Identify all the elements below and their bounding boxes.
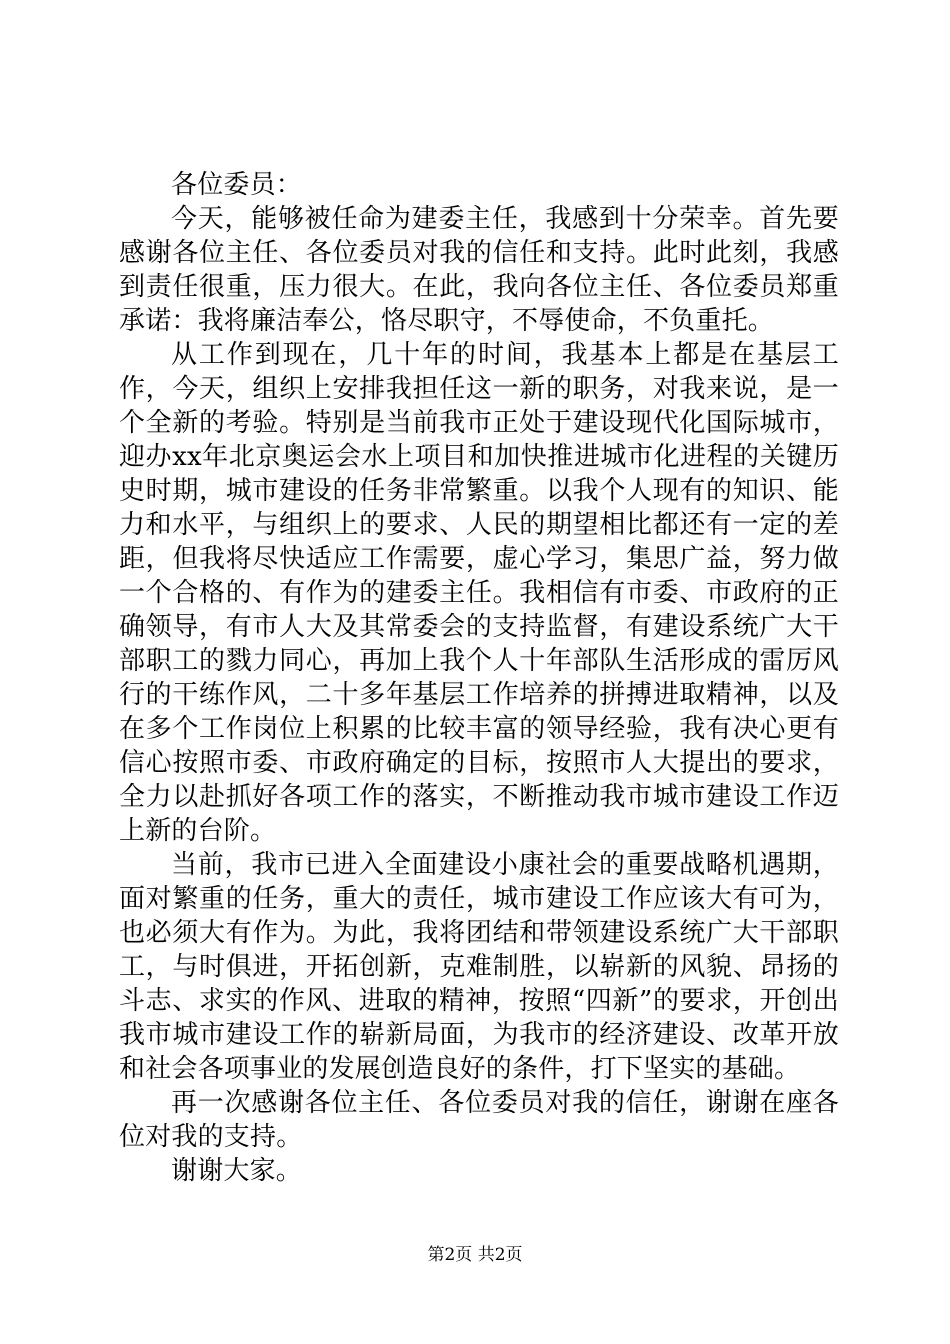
paragraph-2: 从工作到现在，几十年的时间，我基本上都是在基层工作，今天，组织上安排我担任这一新的职务，对我来说，是一个全新的考验。特别是当前我市正处于建设现代化国际城市，迎办xx年北京奥运会水上项目和加快推进城市化进程的关键历史时期，城市建设的任务非常繁重。以我个人现有的知识、能力和水平，与组织上的要求、人民的期望相比都还有一定的差距，但我将尽快适应工作需要，虚心学习，集思广益，努力做一个合格的、有作为的建委主任。我相信有市委、市政府的正确领导，有市人大及其常委会的支持监督，有建设系统广大干部职工的戮力同心，再加上我个人十年部队生活形成的雷厉风行的干练作风，二十多年基层工作培养的拼搏进取精神，以及在多个工作岗位上积累的比较丰富的领导经验，我有决心更有信心按照市委、市政府确定的目标，按照市人大提出的要求，全力以赴抓好各项工作的落实，不断推动我市城市建设工作迈上新的台阶。 <box>119 340 839 846</box>
paragraph-5: 谢谢大家。 <box>171 1156 303 1186</box>
page-footer: 第2页 共2页 <box>427 1245 523 1265</box>
paragraph-3: 当前，我市已进入全面建设小康社会的重要战略机遇期，面对繁重的任务，重大的责任，城市建设工作应该大有可为，也必须大有作为。为此，我将团结和带领建设系统广大干部职工，与时俱进，开拓创新，克难制胜，以崭新的风貌、昂扬的斗志、求实的作风、进取的精神，按照“四新”的要求，开创出我市城市建设工作的崭新局面，为我市的经济建设、改革开放和社会各项事业的发展创造良好的条件，打下坚实的基础。 <box>119 850 839 1084</box>
salutation: 各位委员： <box>171 170 303 200</box>
paragraph-1: 今天，能够被任命为建委主任，我感到十分荣幸。首先要感谢各位主任、各位委员对我的信任和支持。此时此刻，我感到责任很重，压力很大。在此，我向各位主任、各位委员郑重承诺：我将廉洁奉公，恪尽职守，不辱使命，不负重托。 <box>119 204 839 336</box>
document-body <box>119 168 839 1188</box>
paragraph-4: 再一次感谢各位主任、各位委员对我的信任，谢谢在座各位对我的支持。 <box>119 1088 839 1152</box>
